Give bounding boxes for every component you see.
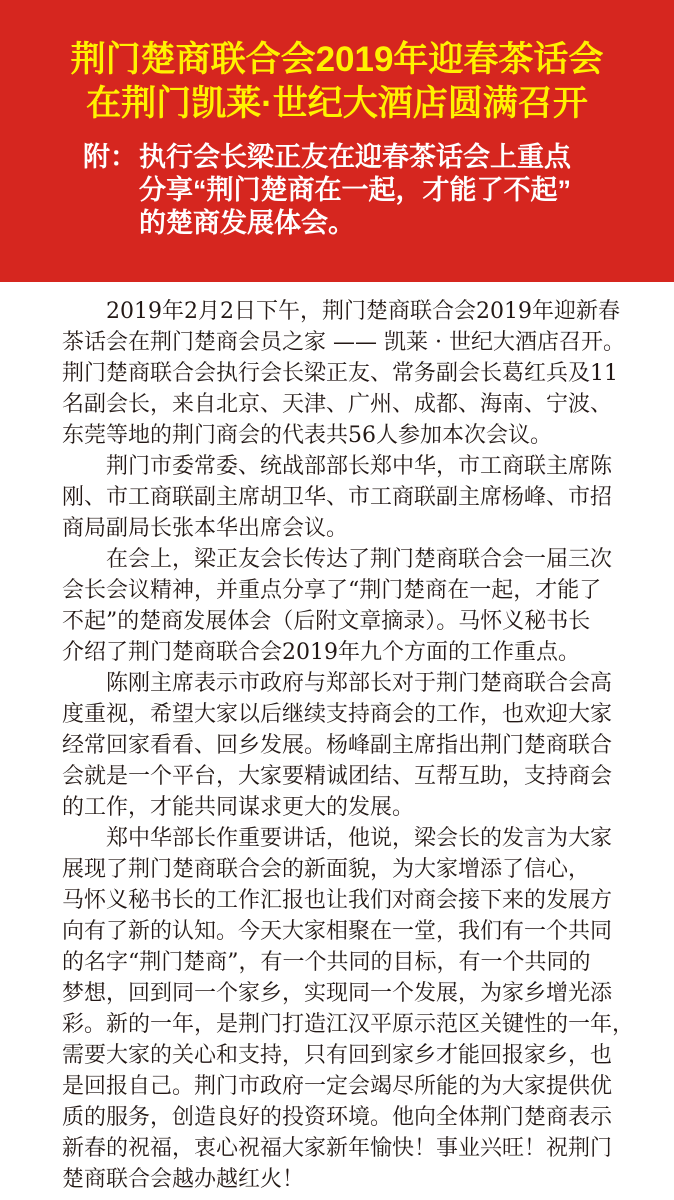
paragraph-line: 新春的祝福，衷心祝福大家新年愉快！事业兴旺！祝荆门 — [62, 1136, 613, 1161]
paragraph-line: 荆门楚商联合会执行会长梁正友、常务副会长葛红兵及11 — [62, 361, 618, 386]
paragraph-line: 在会上，梁正友会长传达了荆门楚商联合会一届三次 — [106, 547, 613, 572]
paragraph-line: 经常回家看看、回乡发展。杨峰副主席指出荆门楚商联合 — [62, 733, 613, 758]
article-body — [62, 296, 666, 1195]
paragraph-line: 马怀义秘书长的工作汇报也让我们对商会接下来的发展方 — [62, 888, 613, 913]
appendix-text — [139, 141, 571, 240]
appendix-line-1: 执行会长梁正友在迎春茶话会上重点 — [139, 142, 571, 172]
header-banner — [0, 0, 674, 282]
paragraph-line: 郑中华部长作重要讲话，他说，梁会长的发言为大家 — [106, 826, 613, 851]
appendix-label: 附： — [83, 142, 137, 172]
paragraph-line: 质的服务，创造良好的投资环境。他向全体荆门楚商表示 — [62, 1105, 613, 1130]
paragraph-line: 楚商联合会越办越红火！ — [62, 1167, 305, 1192]
title-line-1: 荆门楚商联合会2019年迎春茶话会 — [70, 40, 604, 79]
appendix-note — [83, 141, 571, 240]
paragraph-line: 会长会议精神，并重点分享了“荆门楚商在一起，才能了 — [62, 578, 602, 603]
paragraph-line: 茶话会在荆门楚商会员之家 —— 凯莱 · 世纪大酒店召开。 — [62, 330, 625, 355]
appendix-line-3: 的楚商发展体会。 — [139, 208, 355, 238]
title-line-2: 在荆门凯莱·世纪大酒店圆满召开 — [86, 84, 588, 123]
paragraph-line: 荆门市委常委、统战部部长郑中华，市工商联主席陈 — [106, 454, 613, 479]
paragraph-line: 度重视，希望大家以后继续支持商会的工作，也欢迎大家 — [62, 702, 613, 727]
paragraph-4 — [62, 668, 666, 823]
paragraph-line: 向有了新的认知。今天大家相聚在一堂，我们有一个共同 — [62, 919, 613, 944]
paragraph-line: 名副会长，来自北京、天津、广州、成都、海南、宁波、 — [62, 392, 613, 417]
paragraph-line: 展现了荆门楚商联合会的新面貌，为大家增添了信心， — [62, 857, 591, 882]
paragraph-line: 陈刚主席表示市政府与郑部长对于荆门楚商联合会高 — [106, 671, 613, 696]
paragraph-1 — [62, 296, 666, 451]
paragraph-2 — [62, 451, 666, 544]
paragraph-line: 介绍了荆门楚商联合会2019年九个方面的工作重点。 — [62, 640, 580, 665]
paragraph-line: 东莞等地的荆门商会的代表共56人参加本次会议。 — [62, 423, 552, 448]
paragraph-line: 的工作，才能共同谋求更大的发展。 — [62, 795, 415, 820]
paragraph-5 — [62, 823, 666, 1195]
paragraph-line: 会就是一个平台，大家要精诚团结、互帮互助，支持商会 — [62, 764, 613, 789]
paragraph-line: 商局副局长张本华出席会议。 — [62, 516, 349, 541]
paragraph-line: 不起”的楚商发展体会（后附文章摘录）。马怀义秘书长 — [62, 609, 591, 634]
paragraph-line: 的名字“荆门楚商”，有一个共同的目标，有一个共同的 — [62, 950, 591, 975]
paragraph-line: 是回报自己。荆门市政府一定会竭尽所能的为大家提供优 — [62, 1074, 613, 1099]
appendix-line-2: 分享“荆门楚商在一起，才能了不起” — [139, 175, 571, 205]
paragraph-line: 梦想，回到同一个家乡，实现同一个发展，为家乡增光添 — [62, 981, 613, 1006]
paragraph-line: 刚、市工商联副主席胡卫华、市工商联副主席杨峰、市招 — [62, 485, 613, 510]
paragraph-line: 彩。新的一年，是荆门打造江汉平原示范区关键性的一年， — [62, 1012, 635, 1037]
paragraph-3 — [62, 544, 666, 668]
paragraph-line: 需要大家的关心和支持，只有回到家乡才能回报家乡，也 — [62, 1043, 613, 1068]
page-title — [0, 38, 674, 126]
paragraph-line: 2019年2月2日下午，荆门楚商联合会2019年迎新春 — [106, 299, 620, 324]
